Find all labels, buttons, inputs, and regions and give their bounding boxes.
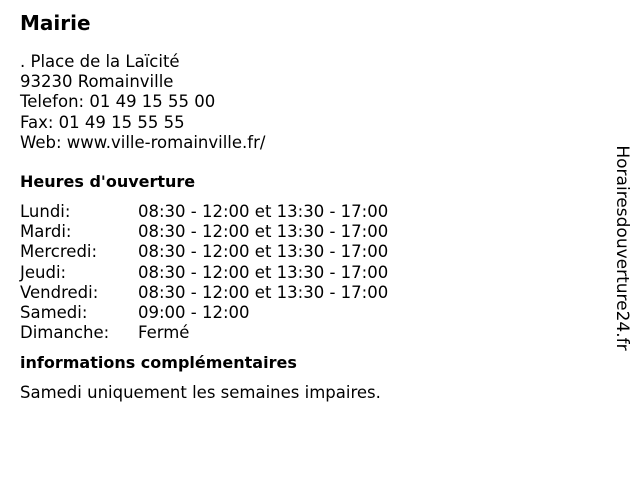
hours-row (20, 283, 590, 303)
hours-time: 09:00 - 12:00 (138, 303, 250, 323)
hours-day: Samedi: (20, 303, 88, 323)
hours-heading: Heures d'ouverture (20, 172, 196, 192)
hours-day: Dimanche: (20, 323, 110, 343)
info-heading: informations complémentaires (20, 353, 297, 373)
hours-row (20, 323, 590, 343)
address-street: . Place de la Laïcité (20, 52, 180, 71)
hours-time: 08:30 - 12:00 et 13:30 - 17:00 (138, 282, 389, 302)
hours-day: Mardi: (20, 222, 72, 242)
watermark-text: Horairesdouverture24.fr (612, 145, 632, 351)
hours-day: Vendredi: (20, 282, 99, 302)
hours-time: 08:30 - 12:00 et 13:30 - 17:00 (138, 222, 389, 242)
address-fax: Fax: 01 49 15 55 55 (20, 112, 185, 132)
hours-time: 08:30 - 12:00 et 13:30 - 17:00 (138, 202, 389, 222)
hours-row (20, 222, 590, 242)
hours-time: Fermé (138, 323, 190, 343)
info-text: Samedi uniquement les semaines impaires. (20, 383, 381, 403)
hours-row (20, 202, 590, 222)
hours-time: 08:30 - 12:00 et 13:30 - 17:00 (138, 242, 389, 262)
address-block (20, 52, 590, 153)
hours-row (20, 303, 590, 323)
address-phone: Telefon: 01 49 15 55 00 (20, 92, 216, 112)
page-title: Mairie (20, 11, 91, 35)
hours-time: 08:30 - 12:00 et 13:30 - 17:00 (138, 262, 389, 282)
hours-row (20, 263, 590, 283)
hours-day: Lundi: (20, 202, 71, 222)
address-web: Web: www.ville-romainville.fr/ (20, 132, 266, 152)
hours-day: Mercredi: (20, 242, 98, 262)
hours-table (20, 202, 590, 343)
hours-day: Jeudi: (20, 262, 67, 282)
address-city: 93230 Romainville (20, 72, 174, 92)
content (20, 10, 590, 403)
hours-row (20, 242, 590, 262)
